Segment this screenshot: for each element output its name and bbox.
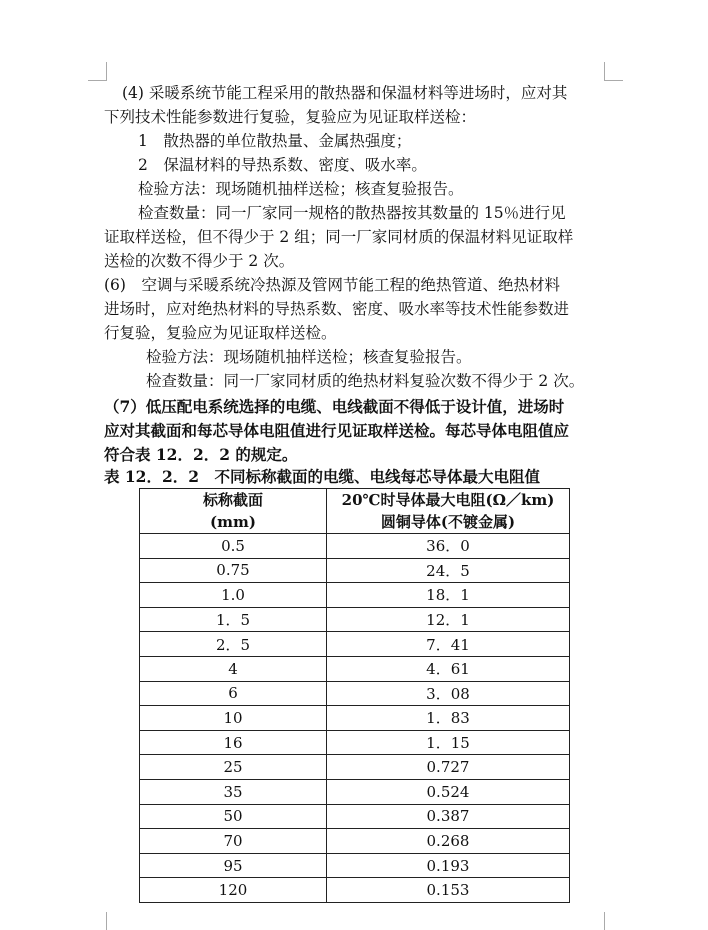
header-max-resistance-subtitle: 圆铜导体(不镀金属): [380, 513, 516, 531]
table-row: [140, 607, 570, 632]
clause-4-item-2: 2 保温材料的导热系数、密度、吸水率。: [138, 156, 427, 174]
table-row: [140, 755, 570, 780]
table-row: [140, 853, 570, 878]
crop-mark-top-left: [88, 62, 107, 81]
clause-4-line-2: 下列技术性能参数进行复验，复验应为见证取样送检：: [104, 108, 477, 126]
nominal-section-cell: 0.75: [140, 558, 327, 583]
nominal-section-cell: 35: [140, 779, 327, 804]
clause-4-inspection-quantity-3: 送检的次数不得少于 2 次。: [104, 252, 295, 270]
table-row: [140, 706, 570, 731]
table-row: [140, 779, 570, 804]
crop-mark-top-right: [604, 62, 623, 81]
header-max-resistance: [327, 489, 570, 534]
clause-7-line-1: （7）低压配电系统选择的电缆、电线截面不得低于设计值，进场时: [104, 397, 565, 416]
nominal-section-cell: 120: [140, 878, 327, 903]
nominal-section-cell: 1.0: [140, 583, 327, 608]
nominal-section-cell: 50: [140, 804, 327, 829]
table-row: [140, 730, 570, 755]
nominal-section-cell: 16: [140, 730, 327, 755]
crop-mark-bottom-left: [88, 912, 107, 930]
max-resistance-cell: 3．08: [327, 681, 570, 706]
header-nominal-section-title: 标称截面: [202, 491, 263, 509]
nominal-section-cell: 25: [140, 755, 327, 780]
clause-6-line-2: 进场时，应对绝热材料的导热系数、密度、吸水率等技术性能参数进: [104, 300, 570, 318]
clause-4-inspection-quantity-2: 证取样送检，但不得少于 2 组；同一厂家同材质的保温材料见证取样: [104, 228, 574, 246]
header-nominal-section: [140, 489, 327, 534]
table-row: [140, 829, 570, 854]
table-row: [140, 534, 570, 559]
clause-4-inspection-method: 检验方法：现场随机抽样送检；核查复验报告。: [138, 180, 464, 198]
clause-6-inspection-quantity: 检查数量：同一厂家同材质的绝热材料复验次数不得少于 2 次。: [146, 372, 585, 390]
nominal-section-cell: 2．5: [140, 632, 327, 657]
max-resistance-cell: 0.193: [327, 853, 570, 878]
max-resistance-cell: 1．83: [327, 706, 570, 731]
clause-6-inspection-method: 检验方法：现场随机抽样送检；核查复验报告。: [146, 348, 472, 366]
nominal-section-cell: 70: [140, 829, 327, 854]
max-resistance-cell: 0.727: [327, 755, 570, 780]
table-row: [140, 878, 570, 903]
max-resistance-cell: 4．61: [327, 656, 570, 681]
clause-4-item-1: 1 散热器的单位散热量、金属热强度；: [138, 132, 412, 150]
clause-7-line-3: 符合表 12．2．2 的规定。: [104, 445, 298, 464]
clause-4-line-1: (4) 采暖系统节能工程采用的散热器和保温材料等进场时，应对其: [122, 84, 568, 102]
max-resistance-cell: 12．1: [327, 607, 570, 632]
nominal-section-cell: 1．5: [140, 607, 327, 632]
nominal-section-cell: 0.5: [140, 534, 327, 559]
clause-4-inspection-quantity-1: 检查数量：同一厂家同一规格的散热器按其数量的 15％进行见: [138, 204, 566, 222]
max-resistance-cell: 1．15: [327, 730, 570, 755]
table-row: [140, 558, 570, 583]
table-row: [140, 804, 570, 829]
header-nominal-section-unit: (mm): [210, 513, 256, 531]
nominal-section-cell: 6: [140, 681, 327, 706]
max-resistance-cell: 0.524: [327, 779, 570, 804]
table-row: [140, 583, 570, 608]
nominal-section-cell: 10: [140, 706, 327, 731]
nominal-section-cell: 95: [140, 853, 327, 878]
max-resistance-cell: 0.268: [327, 829, 570, 854]
table-row: [140, 656, 570, 681]
crop-mark-bottom-right: [604, 912, 623, 930]
header-max-resistance-title: 20℃时导体最大电阻(Ω／km): [341, 491, 555, 509]
nominal-section-cell: 4: [140, 656, 327, 681]
max-resistance-cell: 0.153: [327, 878, 570, 903]
max-resistance-cell: 7．41: [327, 632, 570, 657]
table-row: [140, 632, 570, 657]
max-resistance-cell: 36．0: [327, 534, 570, 559]
table-row: [140, 681, 570, 706]
clause-6-line-3: 行复验，复验应为见证取样送检。: [104, 324, 337, 342]
resistance-table: [139, 488, 570, 903]
max-resistance-cell: 18．1: [327, 583, 570, 608]
table-caption: 表 12．2．2 不同标称截面的电缆、电线每芯导体最大电阻值: [104, 467, 541, 486]
clause-6-line-1: (6) 空调与采暖系统冷热源及管网节能工程的绝热管道、绝热材料: [104, 276, 560, 294]
max-resistance-cell: 0.387: [327, 804, 570, 829]
table-header-row: [140, 489, 570, 534]
clause-7-line-2: 应对其截面和每芯导体电阻值进行见证取样送检。每芯导体电阻值应: [104, 421, 570, 440]
max-resistance-cell: 24．5: [327, 558, 570, 583]
